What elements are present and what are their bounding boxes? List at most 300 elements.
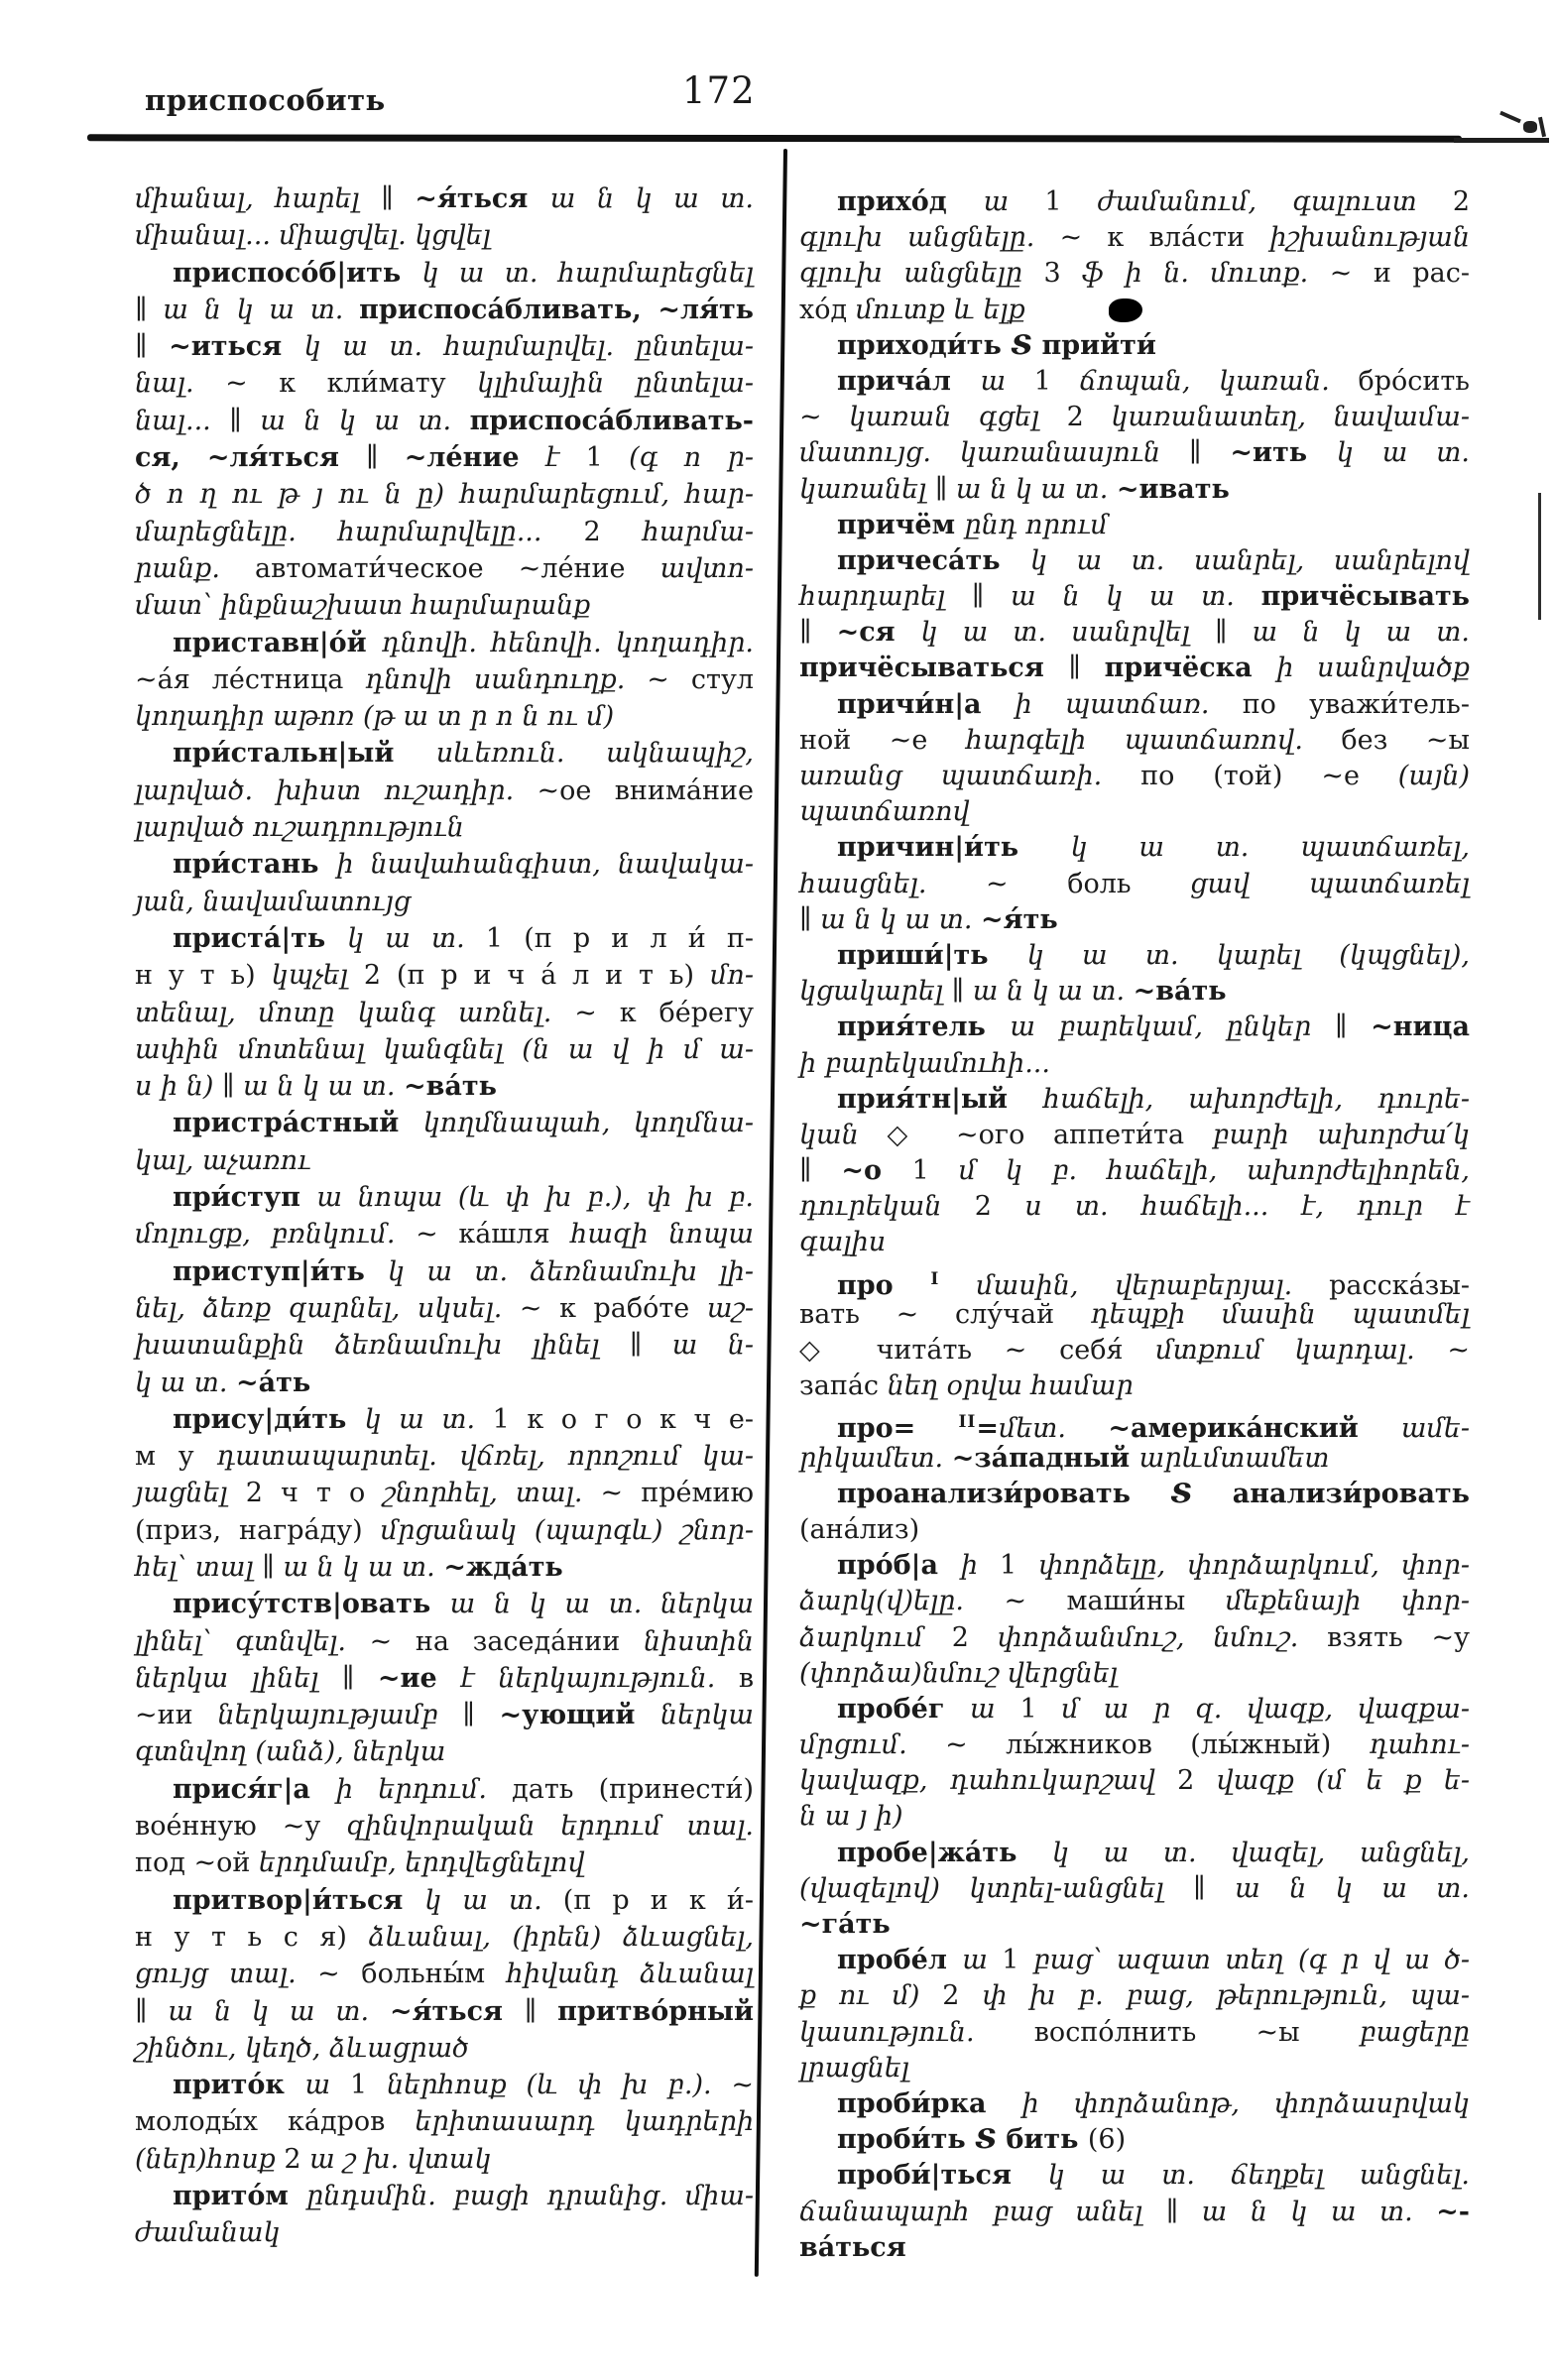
headword-text: причёсывать xyxy=(1260,581,1471,613)
dictionary-line xyxy=(135,773,754,809)
armenian-text: ամե- xyxy=(1400,1413,1470,1445)
dictionary-line xyxy=(799,867,1470,902)
armenian-text: ա ն կ ա տ. xyxy=(260,405,470,436)
headword-text: анализи́ровать xyxy=(1232,1478,1470,1509)
armenian-text: ֆ ի ն. մուտք. xyxy=(1082,258,1330,290)
running-head-catchword: приспособить xyxy=(145,83,386,117)
headword-text: прия́тн|ый xyxy=(837,1083,1043,1115)
headword-text: ~жда́ть xyxy=(443,1551,563,1583)
russian-text: 2 xyxy=(942,1980,983,2012)
russian-text: ~ xyxy=(731,2070,754,2101)
dictionary-line xyxy=(799,938,1470,974)
armenian-text: ա xyxy=(962,1945,1003,1976)
russian-text: 2 xyxy=(284,2143,310,2175)
armenian-text: ս տ. հաճելի... է, դուր է xyxy=(1024,1191,1471,1223)
russian-text: ∥ xyxy=(971,581,1012,613)
armenian-text: ի xyxy=(960,1550,1001,1582)
dictionary-line xyxy=(135,587,754,624)
dictionary-line xyxy=(799,2015,1470,2051)
russian-text: ~ое внима́ние xyxy=(537,774,754,806)
dictionary-line xyxy=(799,1512,1470,1548)
dictionary-line xyxy=(135,2067,754,2103)
headword-text: проби́ть xyxy=(837,2124,976,2156)
dictionary-line xyxy=(135,1068,754,1105)
russian-text: 2 xyxy=(583,516,643,547)
armenian-text: փ խ բ. բաց, թերություն, պա- xyxy=(982,1980,1470,2012)
russian-text: н у т ь) xyxy=(135,960,272,992)
headword-text: пробе́л xyxy=(837,1945,963,1976)
armenian-text: գալիս xyxy=(799,1227,887,1258)
headword-text: прихо́д xyxy=(837,186,984,217)
armenian-text: մոլուցք, բռնկում. xyxy=(135,1219,417,1250)
dictionary-line xyxy=(799,364,1470,400)
headword-text: причеса́ть xyxy=(837,544,1030,576)
dictionary-line xyxy=(135,698,754,735)
dictionary-line xyxy=(799,1548,1470,1584)
headword-text: приспоса́бливать- xyxy=(469,405,754,436)
dictionary-line xyxy=(135,2030,754,2067)
dictionary-line xyxy=(799,1153,1470,1189)
russian-text: ◇ ~ого аппети́та xyxy=(887,1119,1213,1150)
armenian-text: է ներկայություն. xyxy=(461,1662,739,1694)
russian-text: 1 xyxy=(1019,1693,1062,1725)
headword-text: пробе|жа́ть xyxy=(837,1837,1052,1868)
russian-text: запа́с xyxy=(799,1370,888,1402)
russian-text: ∥ xyxy=(135,331,170,363)
armenian-text: մատույց. կառանասյուն xyxy=(799,437,1190,469)
ink-blob-artifact xyxy=(1109,298,1142,322)
armenian-text: ս ի ն) xyxy=(135,1071,222,1103)
header-rule-tail xyxy=(1454,138,1549,143)
armenian-text: մատ՝ ինքնաշխատ հարմարանք xyxy=(135,590,591,622)
dictionary-line xyxy=(799,472,1470,508)
dictionary-line xyxy=(799,1943,1470,1978)
headword-text: приста́|ть xyxy=(173,922,348,954)
armenian-text: հասցնել. xyxy=(799,868,987,899)
dictionary-line xyxy=(799,2230,1470,2266)
headword-text: приступ|и́ть xyxy=(173,1255,388,1287)
dictionary-line xyxy=(799,256,1470,292)
headword-text: прису́тств|овать xyxy=(173,1589,450,1620)
russian-text: ной ~е xyxy=(799,724,966,756)
headword-text: причём xyxy=(837,509,965,540)
russian-text: ~ к бе́регу xyxy=(574,997,754,1028)
russian-text: ∥ xyxy=(1214,617,1253,649)
russian-text: ∥ xyxy=(1068,653,1105,684)
armenian-text: րանք. xyxy=(135,552,256,584)
dictionary-line xyxy=(135,1253,754,1290)
dictionary-line xyxy=(135,2214,754,2251)
armenian-text: ձարկ(վ)ելը. xyxy=(799,1586,1005,1617)
dictionary-line xyxy=(799,1189,1470,1225)
russian-text: автомати́ческое ~ле́ние xyxy=(255,552,660,584)
armenian-text: ա ն կ ա տ. xyxy=(972,976,1134,1008)
dictionary-line xyxy=(135,328,754,365)
dictionary-line xyxy=(799,1225,1470,1260)
headword-text: ~а́ть xyxy=(236,1367,311,1398)
armenian-text: ժամանում, գալուստ xyxy=(1097,186,1453,217)
dictionary-line xyxy=(135,1919,754,1956)
armenian-text: լրացնել xyxy=(799,2052,909,2083)
armenian-text: աշ- xyxy=(706,1292,754,1324)
headword-text: пробе́г xyxy=(837,1693,971,1725)
russian-text: м у xyxy=(135,1441,217,1473)
armenian-text: ա ն կ ա տ. xyxy=(163,294,360,325)
armenian-text: մ ա ր զ. վազք, վազքա- xyxy=(1061,1693,1470,1725)
armenian-text: ա ն կ ա տ. xyxy=(955,473,1117,505)
armenian-text: դնովի սանդուղք. xyxy=(365,663,648,695)
armenian-text: սևեռուն. ակնապիշ, xyxy=(435,738,754,770)
russian-text: 1 xyxy=(1033,365,1080,397)
headword-text: ~я́ть xyxy=(981,903,1058,935)
headword-text: ~ница xyxy=(1371,1012,1470,1043)
dictionary-line xyxy=(799,1978,1470,2014)
russian-text: вать ~ слу́чай xyxy=(799,1298,1091,1330)
dictionary-line xyxy=(135,2103,754,2140)
armenian-text: հարմա- xyxy=(642,516,755,547)
armenian-text: կ ա տ. xyxy=(424,1884,563,1916)
dictionary-line xyxy=(135,884,754,920)
russian-text: ∥ xyxy=(799,1155,842,1187)
armenian-text: ճանապարհ բաց անել xyxy=(799,2196,1166,2227)
dictionary-line xyxy=(135,1697,754,1733)
dictionary-line xyxy=(135,920,754,957)
armenian-text: հազի նոպա xyxy=(570,1219,755,1250)
dictionary-line xyxy=(135,1586,754,1622)
dictionary-line xyxy=(799,1333,1470,1368)
dictionary-line xyxy=(799,794,1470,830)
armenian-text: մրցում. xyxy=(799,1729,946,1761)
headword-text: ~ва́ть xyxy=(1133,976,1227,1008)
armenian-text: (գ ո ր- xyxy=(629,442,754,474)
dictionary-line xyxy=(799,328,1470,364)
dictionary-line xyxy=(135,846,754,883)
russian-text: по уважи́тель- xyxy=(1242,688,1471,720)
dictionary-line xyxy=(135,476,754,513)
armenian-text: մ կ բ. հաճելի, ախորժելիորեն, xyxy=(958,1155,1470,1187)
russian-text: 2 xyxy=(1066,402,1112,433)
headword-text: ~га́ть xyxy=(799,1909,891,1940)
armenian-text: ա ն կ ա տ. xyxy=(1201,2196,1437,2227)
dictionary-line xyxy=(135,1142,754,1179)
headword-text: ~о xyxy=(841,1155,912,1187)
armenian-text: կ ա տ. հարմարեցնել xyxy=(421,257,755,289)
headword-text: приходи́ть xyxy=(837,329,1012,361)
armenian-text: ա xyxy=(980,365,1034,397)
armenian-text: ցույց տալ. xyxy=(135,1959,318,1990)
armenian-text: մասին, վերաբերյալ. xyxy=(939,1269,1330,1301)
russian-text: ∥ xyxy=(799,617,837,649)
armenian-text: առանց պատճառի. xyxy=(799,761,1141,791)
armenian-text: կասություն. xyxy=(799,2016,1034,2048)
armenian-text: փորձելը, փորձարկում, փոր- xyxy=(1038,1550,1470,1582)
armenian-text: արևմտամետ xyxy=(1138,1442,1330,1474)
armenian-text: ա ն կ ա տ. xyxy=(549,183,754,214)
russian-text: 2 xyxy=(1452,186,1471,217)
armenian-text: կողադիր աթոռ (թ ա տ ր ո ն ու մ) xyxy=(135,701,615,733)
armenian-text: (փորձա)նմուշ վերցնել xyxy=(799,1657,1118,1689)
armenian-text: ա xyxy=(304,2070,350,2101)
dictionary-line xyxy=(799,1010,1470,1045)
armenian-text: ժամանակ xyxy=(135,2217,281,2249)
russian-text: 1 xyxy=(1044,186,1098,217)
russian-text: ~ к рабо́те xyxy=(519,1292,707,1324)
dictionary-line xyxy=(799,1404,1470,1445)
armenian-text: կ ա տ. սանրվել xyxy=(920,617,1215,649)
headword-text: пристра́стный xyxy=(173,1108,423,1139)
see-reference-mark: Տ xyxy=(1011,329,1042,361)
dictionary-line xyxy=(799,1727,1470,1763)
dictionary-line xyxy=(135,1623,754,1660)
armenian-text: կողմնապահ, կողմնա- xyxy=(422,1108,754,1139)
dictionary-line xyxy=(135,550,754,587)
scan-edge-artifact xyxy=(1538,493,1541,620)
dictionary-line xyxy=(799,184,1470,220)
russian-text: 1 xyxy=(1000,1550,1039,1582)
armenian-text: ներկա xyxy=(659,1700,754,1731)
dictionary-line xyxy=(799,1692,1470,1727)
headword-text: притво́рный xyxy=(557,1995,755,2027)
armenian-text: ա ն կ ա տ. xyxy=(168,1995,390,2027)
russian-text: ∥ xyxy=(799,903,821,935)
russian-text: ∥ xyxy=(221,1071,244,1103)
armenian-text: ա բարեկամ, ընկեր xyxy=(1010,1012,1335,1043)
armenian-text: (վազելով) կտրել-անցնել xyxy=(799,1872,1194,1904)
russian-text: ~ xyxy=(1447,1335,1470,1366)
headword-text: причин|и́ть xyxy=(837,832,1071,864)
russian-text: 1 xyxy=(911,1155,959,1187)
armenian-text: ընդսմին. բացի դրանից. միա- xyxy=(306,2181,755,2212)
russian-text: 1 xyxy=(585,442,630,474)
russian-text: ~ пре́мию xyxy=(600,1478,754,1509)
armenian-text: ներկայությամբ xyxy=(217,1700,463,1731)
armenian-text: դահու- xyxy=(1369,1729,1470,1761)
headword-text: ~я́ться xyxy=(389,1995,525,2027)
dictionary-line xyxy=(799,902,1470,938)
armenian-text: լարված. խիստ ուշադիր. xyxy=(135,774,538,806)
armenian-text: ա ն կ ա տ. xyxy=(1011,581,1261,613)
dictionary-line xyxy=(799,293,1470,328)
armenian-text: կպչել xyxy=(271,960,364,992)
armenian-text: շինծու, կեղծ, ձևացրած xyxy=(135,2032,469,2064)
russian-text: хо́д xyxy=(799,294,856,325)
armenian-text: գլուխ անցնելը xyxy=(799,258,1044,290)
russian-text: ∥ xyxy=(1189,437,1231,469)
headword-text: ся, ~ля́ться xyxy=(135,442,366,474)
headword-text: ~ивать xyxy=(1116,473,1230,505)
armenian-text: կ ա տ. սանրել, սանրելով xyxy=(1029,544,1470,576)
headword-text: ~ить xyxy=(1230,437,1337,469)
headword-text: ~ующий xyxy=(499,1700,660,1731)
dictionary-line xyxy=(135,735,754,772)
armenian-text: նիստին xyxy=(643,1625,754,1657)
russian-text: ~ на заседа́нии xyxy=(369,1625,644,1657)
russian-text: ∥ xyxy=(262,1551,284,1583)
headword-text: прия́тель xyxy=(837,1012,1011,1043)
russian-text: ∥ xyxy=(462,1700,500,1731)
dictionary-line xyxy=(799,974,1470,1010)
see-reference-mark: Տ xyxy=(1170,1478,1233,1509)
armenian-text: ա ն կ ա տ. xyxy=(820,903,982,935)
dictionary-line xyxy=(799,1907,1470,1943)
headword-text: прийти́ xyxy=(1041,329,1156,361)
headword-text: при́стальн|ый xyxy=(173,738,436,770)
armenian-text: ի նավահանգիստ, նավակա- xyxy=(336,849,755,881)
russian-text: ∥ xyxy=(524,1995,558,2027)
armenian-text: (այն) xyxy=(1397,761,1470,791)
russian-text: вое́нную ~у xyxy=(135,1811,347,1843)
armenian-text: ծ ո ղ ու թ յ ու ն ը) հարմարեցում, հար- xyxy=(135,479,754,511)
russian-text: 2 xyxy=(1177,1765,1217,1797)
armenian-text: ներկա լինել xyxy=(135,1662,342,1694)
russian-text: ~ ка́шля xyxy=(416,1219,571,1250)
russian-text: 2 xyxy=(951,1621,998,1653)
russian-text: ∥ xyxy=(934,473,956,505)
russian-text: под ~ой xyxy=(135,1847,259,1879)
headword-text: приспосо́б|ить xyxy=(173,257,422,289)
armenian-text: մրցանակ (պարգև) շնոր- xyxy=(380,1514,754,1546)
armenian-text: կ ա տ. xyxy=(347,922,486,954)
dictionary-line xyxy=(135,1475,754,1511)
russian-text: ∥ xyxy=(366,442,405,474)
armenian-text: դնովի. հենովի. կողադիր. xyxy=(381,627,754,658)
armenian-text: ափին մոտենալ կանգնել (ն ա վ ի մ ա- xyxy=(135,1033,754,1065)
dictionary-line xyxy=(135,1365,754,1401)
russian-text: расска́зы- xyxy=(1329,1269,1470,1301)
armenian-text: կառանատեղ, նավամա- xyxy=(1111,402,1470,433)
russian-text: ∥ xyxy=(951,976,973,1008)
headword-text: про= xyxy=(837,1413,959,1445)
dictionary-line xyxy=(135,217,754,254)
armenian-text: կառան գցել xyxy=(849,402,1067,433)
headword-text: ~ле́ние xyxy=(404,442,546,474)
russian-text: ~ маши́ны xyxy=(1004,1586,1226,1617)
dictionary-line xyxy=(135,995,754,1031)
armenian-text: բացերը xyxy=(1359,2016,1470,2048)
headword-text: ~я́ться xyxy=(415,183,550,214)
dictionary-line xyxy=(135,1660,754,1697)
russian-text: ◇ чита́ть ~ себя́ xyxy=(799,1335,1156,1366)
armenian-text: կլիմային ընտելա- xyxy=(477,368,754,400)
russian-text: без ~ы xyxy=(1341,724,1471,756)
headword-text: причи́н|а xyxy=(837,688,1016,720)
armenian-text: կ ա տ. xyxy=(1336,437,1470,469)
armenian-text: միանալ... միացվել. կցվել xyxy=(135,220,491,252)
armenian-text: փորձանմուշ, նմուշ. xyxy=(997,1621,1328,1653)
armenian-text: մուտք և ելք xyxy=(855,294,1025,325)
armenian-text: ձարկում xyxy=(799,1621,952,1653)
russian-text: по (той) ~е xyxy=(1140,761,1398,791)
russian-text: ∥ xyxy=(229,405,261,436)
armenian-text: մետ. xyxy=(998,1413,1109,1445)
dictionary-line xyxy=(135,1844,754,1881)
dictionary-line xyxy=(799,1763,1470,1799)
armenian-text: բաց՝ ազատ տեղ (գ ր վ ա ծ- xyxy=(1032,1945,1470,1976)
russian-text: ∥ xyxy=(1334,1012,1372,1043)
russian-text: 2 (п р и ч а́ л и т ь) xyxy=(363,960,710,992)
headword-text: про xyxy=(837,1269,931,1301)
dictionary-line xyxy=(135,514,754,550)
dictionary-line xyxy=(135,180,754,217)
header-rule xyxy=(87,134,1462,142)
dictionary-line xyxy=(135,1549,754,1586)
armenian-text: կ ա տ. xyxy=(135,1367,237,1398)
dictionary-line xyxy=(135,1438,754,1475)
dictionary-line xyxy=(135,292,754,328)
russian-text: 1 xyxy=(349,2070,387,2101)
armenian-text: ի փորձանոթ, փորձասրվակ xyxy=(1021,2087,1470,2119)
russian-text: воспо́лнить ~ы xyxy=(1033,2016,1360,2048)
russian-text: ~ к кли́мату xyxy=(225,368,478,400)
armenian-text: կ ա տ. վազել, անցնել, xyxy=(1051,1837,1471,1868)
russian-text: ~ к вла́сти xyxy=(1059,222,1270,254)
armenian-text: մեքենայի փոր- xyxy=(1225,1586,1470,1617)
russian-text: (6) xyxy=(1087,2124,1127,2156)
dictionary-line xyxy=(135,661,754,698)
dictionary-line xyxy=(799,1836,1470,1871)
armenian-text: լարված ուշադրություն xyxy=(135,812,464,844)
dictionary-line xyxy=(799,2158,1470,2194)
armenian-text: ա ն կ ա տ. xyxy=(1252,617,1470,649)
russian-text: 2 xyxy=(974,1191,1025,1223)
headword-text: ~ва́ть xyxy=(404,1071,497,1103)
dictionary-line xyxy=(135,1993,754,2030)
headword-text: ~ие xyxy=(377,1662,461,1694)
dictionary-line xyxy=(799,830,1470,866)
dictionary-line xyxy=(135,403,754,439)
dictionary-line xyxy=(135,625,754,661)
dictionary-line xyxy=(135,255,754,292)
headword-text: ~иться xyxy=(169,331,304,363)
armenian-text: գլուխ անցնելը. xyxy=(799,222,1060,254)
dictionary-line xyxy=(135,1216,754,1252)
russian-text: (п р и к и́- xyxy=(562,1884,754,1916)
dictionary-line xyxy=(135,365,754,402)
scan-noise xyxy=(1499,111,1521,124)
armenian-text: կան xyxy=(799,1119,888,1150)
dictionary-line xyxy=(135,2178,754,2214)
armenian-text: ի սանրվածք xyxy=(1276,653,1470,684)
dictionary-line xyxy=(799,651,1470,686)
headword-text: прито́м xyxy=(173,2181,307,2212)
dictionary-line xyxy=(799,1118,1470,1153)
armenian-text: կ ա տ. պատճառել, xyxy=(1070,832,1470,864)
dictionary-line xyxy=(135,439,754,476)
dictionary-line xyxy=(135,1956,754,1992)
headword-text: приспоса́бливать, ~ля́ть xyxy=(359,294,755,325)
dictionary-line xyxy=(799,508,1470,543)
armenian-text: կալ, աչառու xyxy=(135,1144,311,1176)
dictionary-line xyxy=(799,615,1470,651)
armenian-text: յացնել xyxy=(135,1478,246,1509)
headword-text: приставн|о́й xyxy=(173,627,382,658)
headword-text: прича́л xyxy=(837,365,981,397)
page-number: 172 xyxy=(682,69,756,112)
dictionary-line xyxy=(799,1871,1470,1907)
dictionary-line xyxy=(799,1441,1470,1477)
dictionary-line xyxy=(799,1046,1470,1082)
scan-noise xyxy=(1523,121,1537,133)
armenian-text: մարեցնելը. հարմարվելը... xyxy=(135,516,584,547)
armenian-text: կառանել xyxy=(799,473,935,505)
russian-text: (ана́лиз) xyxy=(799,1513,920,1545)
dictionary-line xyxy=(799,1620,1470,1656)
armenian-text: ն ա յ ի) xyxy=(799,1801,903,1833)
headword-text: бить xyxy=(1006,2124,1088,2156)
headword-text: проби́рка xyxy=(837,2087,1022,2119)
russian-text: взять ~у xyxy=(1327,1621,1470,1653)
russian-text: в xyxy=(738,1662,755,1694)
